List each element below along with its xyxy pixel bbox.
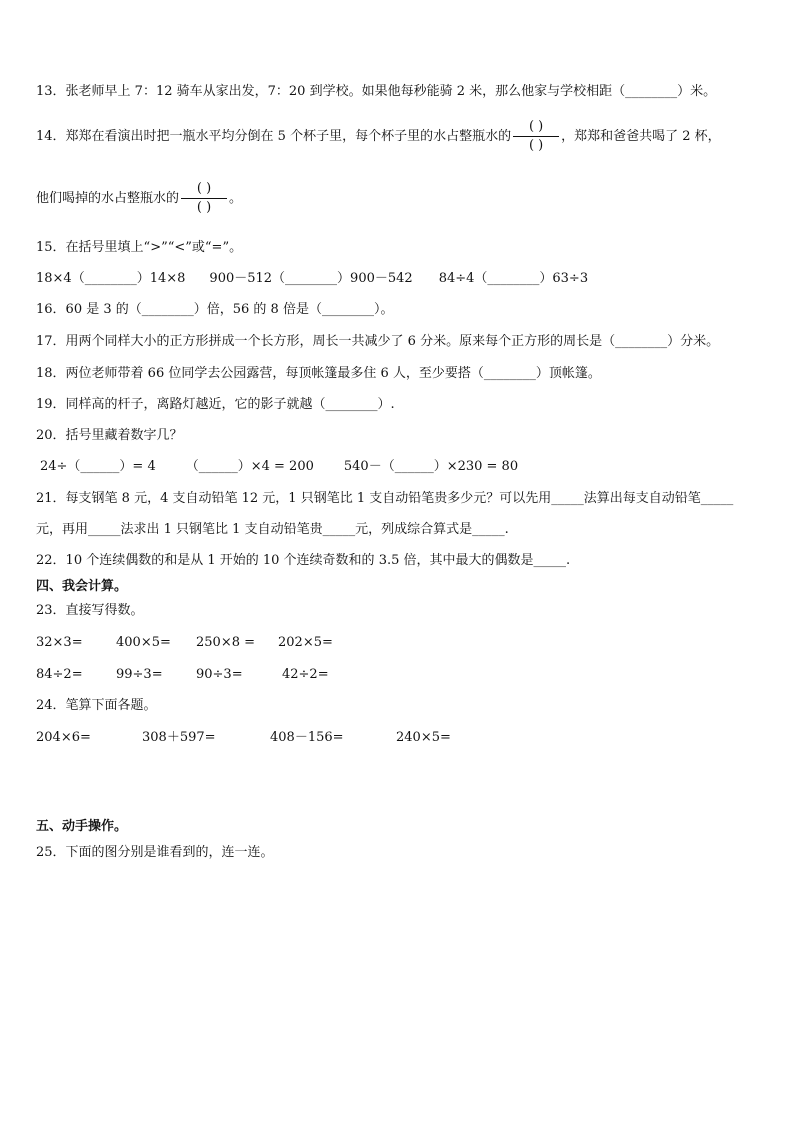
- question-14-line2-text: 他们喝掉的水占整瓶水的: [36, 191, 180, 206]
- fraction-blank-1[interactable]: [513, 118, 559, 155]
- question-18: 18．两位老师带着 66 位同学去公园露营，每顶帐篷最多住 6 人，至少要搭（________）顶帐篷。: [36, 366, 601, 381]
- question-15-items: [36, 271, 588, 287]
- question-22: 22．10 个连续偶数的和是从 1 开始的 10 个连续奇数和的 3.5 倍，其中最大的偶数是_____.: [36, 553, 571, 568]
- question-24-title: 24．笔算下面各题。: [36, 698, 157, 713]
- question-13: 13．张老师早上 7：12 骑车从家出发，7：20 到学校。如果他每秒能骑 2 米，那么他家与学校相距（________）米。: [36, 84, 717, 99]
- section-4-heading: 四、我会计算。: [36, 579, 128, 594]
- question-20-title: 20．括号里藏着数字几？: [36, 428, 183, 443]
- question-25: 25．下面的图分别是谁看到的，连一连。: [36, 845, 274, 860]
- question-16: 16．60 是 3 的（________）倍，56 的 8 倍是（________）。: [36, 302, 394, 317]
- calc-item: 202×5=: [278, 635, 333, 650]
- question-20-items: [40, 459, 518, 475]
- question-19: 19．同样高的杆子，离路灯越近，它的影子就越（________）.: [36, 397, 395, 412]
- question-23-title: 23．直接写得数。: [36, 603, 144, 618]
- calc-item: 400×5=: [116, 635, 171, 650]
- section-5-heading: 五、动手操作。: [36, 819, 128, 834]
- question-15-title: 15．在括号里填上“>”“<”或“=”。: [36, 240, 243, 255]
- question-21-line1: 21．每支钢笔 8 元，4 支自动铅笔 12 元，1 只钢笔比 1 支自动铅笔贵多少元？可以先用_____法算出每支自动铅笔_____: [36, 491, 734, 506]
- calc-item: 32×3=: [36, 635, 83, 650]
- question-14-line1: [36, 118, 721, 155]
- calc-item: 90÷3=: [196, 667, 243, 682]
- fraction-denominator: ( ): [196, 200, 212, 215]
- question-14-line2: [36, 180, 242, 217]
- question-21-line2: 元，再用_____法求出 1 只钢笔比 1 支自动铅笔贵_____元，列成综合算式是_____.: [36, 522, 509, 537]
- question-14-text: 14．郑郑在看演出时把一瓶水平均分倒在 5 个杯子里，每个杯子里的水占整瓶水的: [36, 129, 512, 144]
- fraction-denominator: ( ): [528, 138, 544, 153]
- written-calc-item: 308＋597=: [142, 730, 216, 745]
- question-14-end: 。: [229, 191, 243, 206]
- fraction-numerator: ( ): [528, 119, 544, 134]
- calc-item: 84÷2=: [36, 667, 83, 682]
- question-14-text-2: ，郑郑和爸爸共喝了 2 杯，: [561, 129, 721, 144]
- written-calc-item: 408－156=: [270, 730, 344, 745]
- fraction-blank-2[interactable]: [181, 180, 227, 217]
- written-calc-item: 240×5=: [396, 730, 451, 745]
- calc-item: 250×8 =: [196, 635, 256, 650]
- equation-item: （______）×4 = 200: [185, 459, 314, 474]
- compare-item: 18×4（________）14×8: [36, 271, 186, 286]
- question-17: 17．用两个同样大小的正方形拼成一个长方形，周长一共减少了 6 分米。原来每个正方形的周长是（________）分米。: [36, 334, 720, 349]
- fraction-numerator: ( ): [196, 181, 212, 196]
- calc-item: 42÷2=: [282, 667, 329, 682]
- calc-item: 99÷3=: [116, 667, 163, 682]
- compare-item: 900－512（________）900－542: [209, 271, 413, 286]
- written-calc-item: 204×6=: [36, 730, 91, 745]
- equation-item: 540－（______）×230 = 80: [343, 459, 519, 474]
- equation-item: 24÷（______）= 4: [40, 459, 156, 474]
- compare-item: 84÷4（________）63÷3: [438, 271, 589, 286]
